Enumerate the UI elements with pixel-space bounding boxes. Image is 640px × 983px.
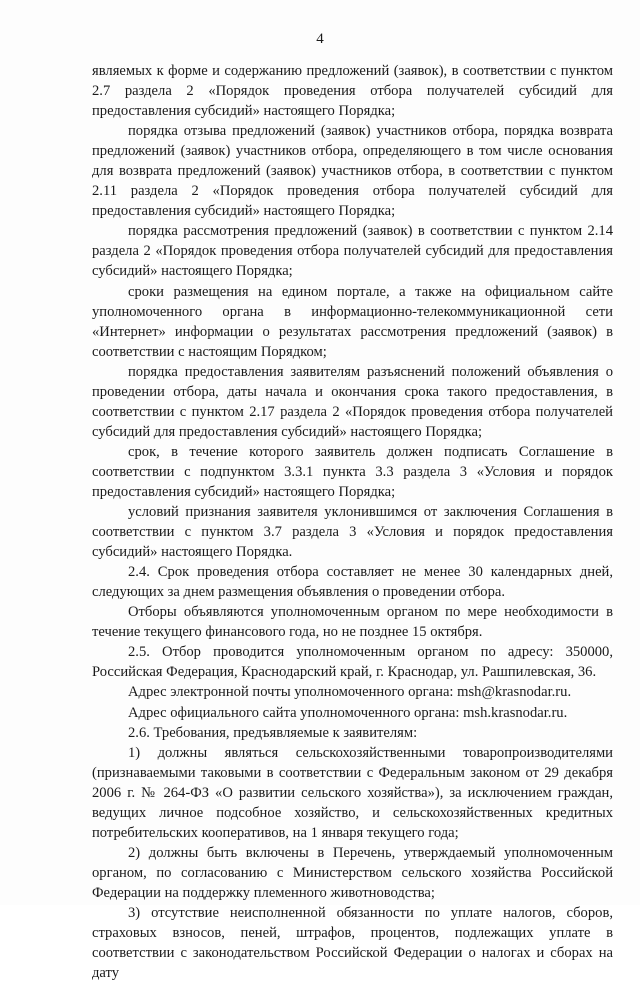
- paragraph-requirement-1: 1) должны являться сельскохозяйственными товаропроизводителями (признаваемыми таковыми в соответствии с Федеральным законом от 29 декабря 2006 г. № 264-ФЗ «О развитии сельского хозяйства»), за исключением граждан, ведущих личное подсобное хозяйство, и сельскохозяйственных кредитных потребительских кооперативов, на 1 января текущего года;: [92, 744, 613, 841]
- paragraph-2-4-selection-term: 2.4. Срок проведения отбора составляет не менее 30 календарных дней, следующих за днем размещения объявления о проведении отбора.: [92, 564, 613, 601]
- paragraph-email: Адрес электронной почты уполномоченного органа: msh@krasnodar.ru.: [128, 684, 572, 701]
- paragraph-requirements-continuation: являемых к форме и содержанию предложений (заявок), в соответствии с пунктом 2.7 раздела 2 «Порядок проведения отбора получателей субсидий для предоставления субсидий» настоящего Порядка;: [92, 63, 613, 120]
- paragraph-publication-terms: сроки размещения на едином портале, а также на официальном сайте уполномоченного органа в информационно-телекоммуникационной сети «Интернет» информации о результатах рассмотрения предложений (заявок) в соответствии с настоящим Порядком;: [92, 283, 613, 360]
- paragraph-agreement-signing-term: срок, в течение которого заявитель должен подписать Соглашение в соответствии с подпунктом 3.3.1 пункта 3.3 раздела 3 «Условия и порядок предоставления субсидий» настоящего Порядка;: [92, 443, 613, 500]
- paragraph-2-6-requirements: 2.6. Требования, предъявляемые к заявителям:: [128, 724, 418, 741]
- paragraph-selection-announcement: Отборы объявляются уполномоченным органом по мере необходимости в течение текущего финансового года, но не позднее 15 октября.: [92, 604, 613, 641]
- paragraph-review-procedure: порядка рассмотрения предложений (заявок) в соответствии с пунктом 2.14 раздела 2 «Порядок проведения отбора получателей субсидий для предоставления субсидий» настоящего Порядка;: [92, 223, 613, 280]
- document-body: [92, 61, 613, 983]
- paragraph-requirement-2: 2) должны быть включены в Перечень, утверждаемый уполномоченным органом, по согласованию с Министерством сельского хозяйства Российской Федерации на поддержку племенного животноводства;: [92, 844, 613, 901]
- paragraph-2-5-address: 2.5. Отбор проводится уполномоченным органом по адресу: 350000, Российская Федерация, Краснодарский край, г. Краснодар, ул. Рашпилевская, 36.: [92, 644, 613, 681]
- paragraph-website: Адрес официального сайта уполномоченного органа: msh.krasnodar.ru.: [128, 704, 568, 721]
- paragraph-requirement-3: 3) отсутствие неисполненной обязанности по уплате налогов, сборов, страховых взносов, пеней, штрафов, процентов, подлежащих уплате в соответствии с законодательством Российской Федерации о налогах и сборах на дату: [92, 904, 613, 982]
- paragraph-clarifications-procedure: порядка предоставления заявителям разъяснений положений объявления о проведении отбора, даты начала и окончания срока такого предоставления, в соответствии с пунктом 2.17 раздела 2 «Порядок проведения отбора получателей субсидий для предоставления субсидий» настоящего Порядка;: [92, 363, 613, 440]
- page-number: 4: [316, 31, 324, 47]
- paragraph-evasion-conditions: условий признания заявителя уклонившимся от заключения Соглашения в соответствии с пунктом 3.7 раздела 3 «Условия и порядок предоставления субсидий» настоящего Порядка.: [92, 504, 613, 561]
- paragraph-withdrawal-procedure: порядка отзыва предложений (заявок) участников отбора, порядка возврата предложений (заявок) участников отбора, определяющего в том числе основания для возврата предложений (заявок) участников отбора, в соответствии с пунктом 2.11 раздела 2 «Порядок проведения отбора получателей субсидий для предоставления субсидий» настоящего Порядка;: [92, 123, 613, 220]
